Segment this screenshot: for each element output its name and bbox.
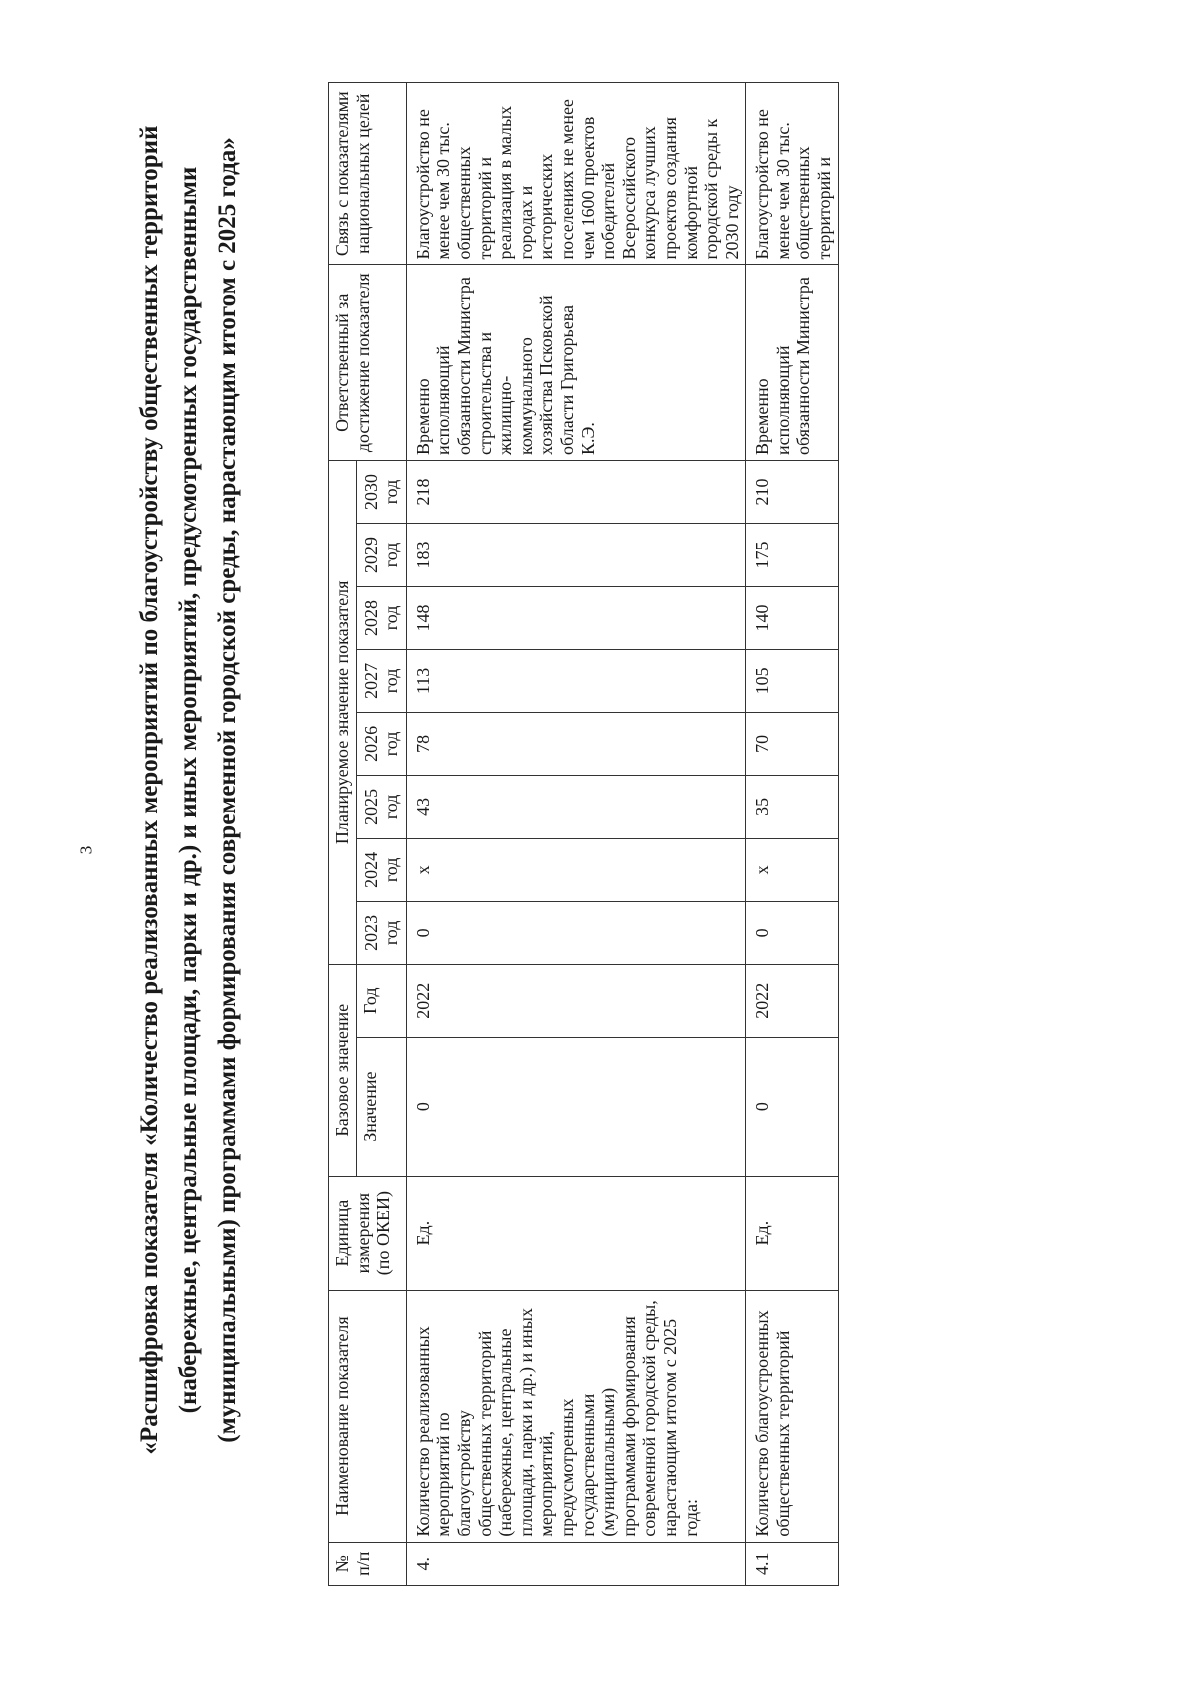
col-header-link: Связь с показателями национальных целей — [329, 83, 407, 265]
planned-value-cell: x — [406, 838, 746, 901]
planned-value-cell: 35 — [746, 775, 838, 838]
base-value-cell: 0 — [746, 1037, 838, 1176]
row-number: 4.1 — [746, 1542, 838, 1585]
responsible-cell: Временно исполняющий обязанности Министра строительства и жилищно-коммунального хозяйства Псковской области Григорьева К.Э. — [406, 265, 746, 460]
planned-value-cell: 0 — [406, 901, 746, 964]
planned-value-cell: 0 — [746, 901, 838, 964]
col-header-responsible: Ответственный за достижение показателя — [329, 265, 407, 460]
indicator-name: Количество реализованных мероприятий по благоустройству общественных территорий (набережные, центральные площади, парки и др.) и иных мероприятий, предусмотренных государственными (муниципальными) программами формирования современной городской среды, нарастающим итогом с 2025 года: — [406, 1290, 746, 1542]
responsible-cell: Временно исполняющий обязанности Министра — [746, 265, 838, 460]
planned-value-cell: 70 — [746, 712, 838, 775]
planned-value-cell: 210 — [746, 460, 838, 523]
planned-value-cell: 183 — [406, 523, 746, 586]
col-header-year: 2029 год — [356, 523, 406, 586]
table-row — [406, 83, 746, 1586]
page-number: 3 — [76, 845, 96, 855]
national-goal-link-cell: Благоустройство не менее чем 30 тыс. общественных территорий и реализация в малых городах и исторических поселениях не менее чем 1600 проектов победителей Всероссийского конкурса лучших проектов создания комфортной городской среды к 2030 году — [406, 83, 746, 265]
col-header-planned: Планируемое значение показателя — [329, 460, 357, 964]
col-header-year: 2025 год — [356, 775, 406, 838]
header-row-1 — [329, 83, 357, 1586]
planned-value-cell: 175 — [746, 523, 838, 586]
col-header-year: 2030 год — [356, 460, 406, 523]
planned-value-cell: 218 — [406, 460, 746, 523]
base-value-cell: 0 — [406, 1037, 746, 1176]
col-header-num: № п/п — [329, 1542, 407, 1585]
planned-value-cell: x — [746, 838, 838, 901]
page-title: «Расшифровка показателя «Количество реализованных мероприятий по благоустройству общественных территорий (набережные, центральные площади, парки и др.) и иных мероприятий, предусмотренных государственными (муниципальными) программами формирования современной городской среды, нарастающим итогом с 2025 года» — [136, 125, 241, 1455]
indicator-name: Количество благоустроенных общественных территорий — [746, 1290, 838, 1542]
indicator-table — [328, 82, 839, 1586]
col-header-year: 2026 год — [356, 712, 406, 775]
unit-cell: Ед. — [406, 1176, 746, 1290]
planned-value-cell: 105 — [746, 649, 838, 712]
col-header-year: 2028 год — [356, 586, 406, 649]
col-header-base-year: Год — [356, 964, 406, 1037]
planned-value-cell: 148 — [406, 586, 746, 649]
planned-value-cell: 78 — [406, 712, 746, 775]
col-header-year: 2024 год — [356, 838, 406, 901]
planned-value-cell: 140 — [746, 586, 838, 649]
base-year-cell: 2022 — [406, 964, 746, 1037]
col-header-unit: Единица измерения (по ОКЕИ) — [329, 1176, 407, 1290]
base-year-cell: 2022 — [746, 964, 838, 1037]
row-number: 4. — [406, 1542, 746, 1585]
col-header-year: 2023 год — [356, 901, 406, 964]
col-header-year: 2027 год — [356, 649, 406, 712]
planned-value-cell: 43 — [406, 775, 746, 838]
col-header-name: Наименование показателя — [329, 1290, 407, 1542]
national-goal-link-cell: Благоустройство не менее чем 30 тыс. общественных территорий и — [746, 83, 838, 265]
table-row — [746, 83, 838, 1586]
planned-value-cell: 113 — [406, 649, 746, 712]
col-header-base-value: Значение — [356, 1037, 406, 1176]
col-header-base: Базовое значение — [329, 964, 357, 1176]
unit-cell: Ед. — [746, 1176, 838, 1290]
